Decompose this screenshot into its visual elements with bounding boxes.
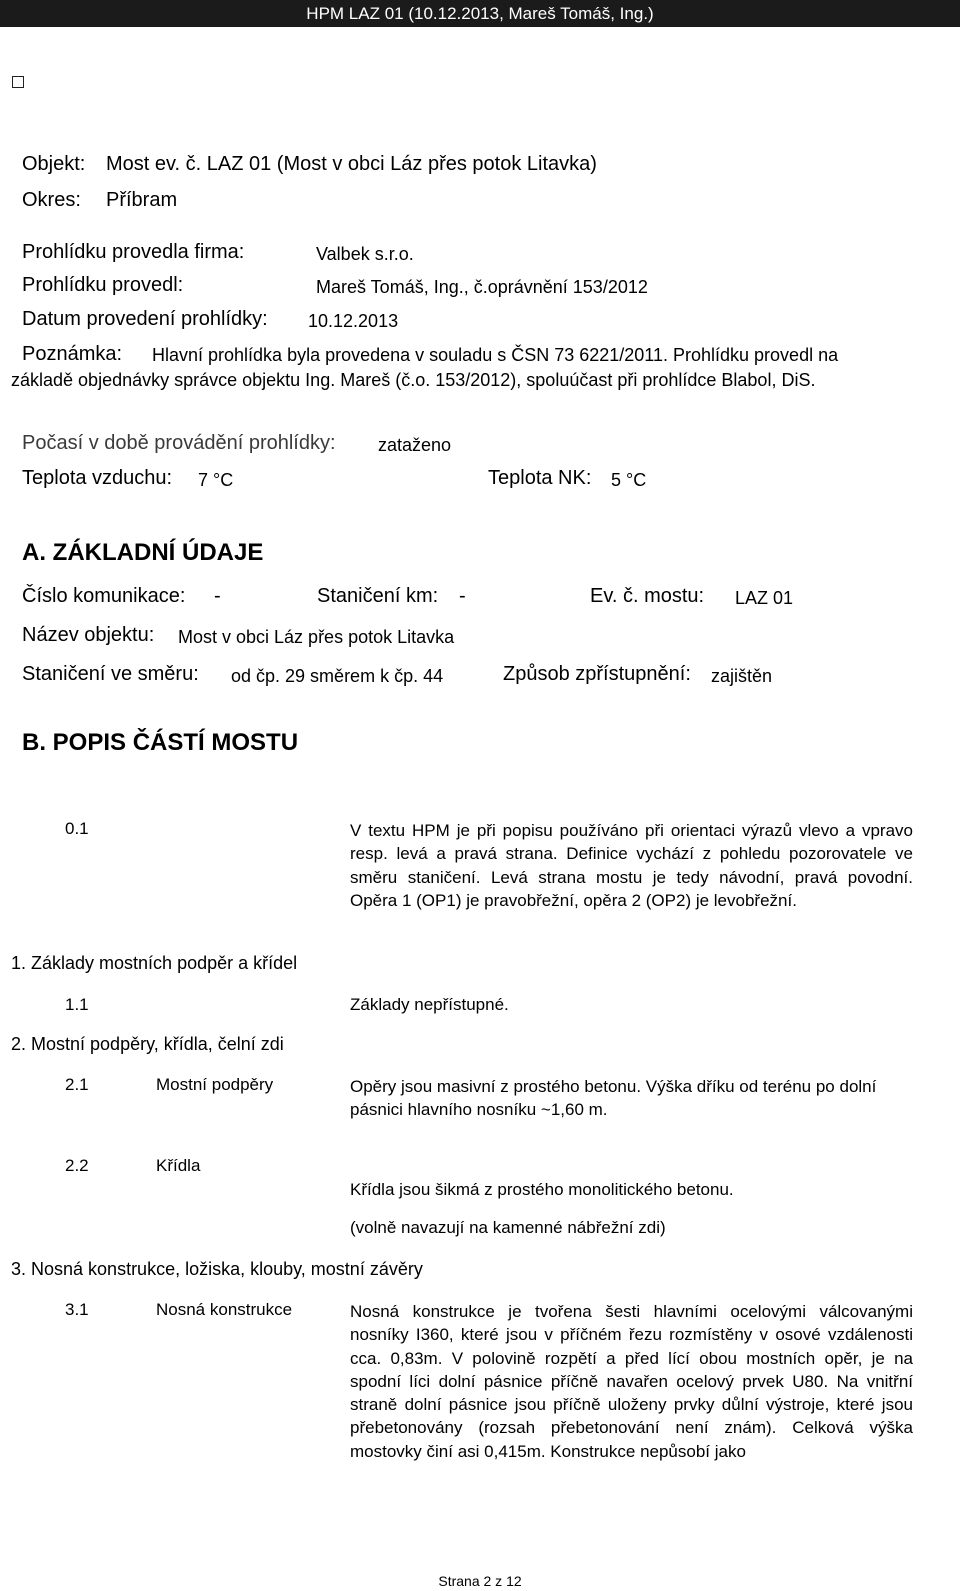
zpusob-label: Způsob zpřístupnění: [503, 663, 691, 685]
nazev-objektu-value: Most v obci Láz přes potok Litavka [178, 627, 455, 647]
teplota-nk-label: Teplota NK: [488, 467, 592, 489]
datum-value: 10.12.2013 [308, 311, 399, 331]
ev-cislo-value: LAZ 01 [735, 588, 794, 608]
item-3-1-text: Nosná konstrukce je tvořena šesti hlavními ocelovými válcovanými nosníky I360, které jsou v příčném řezu rozmístěny v osové vzdálenosti cca. 0,83m. V polovině rozpětí a před lící obou mostních opěr, je na spodní líci dolní pásnice příčně navařen ocelový prvek U80. Na vnitřní straně dolní pásnice jsou příčně uloženy prvky důlní výstroje, které jsou přebetonovány (rozsah přebetonování není znám). Celková výška mostovky činí asi 0,415m. Konstrukce nepůsobí jako [350, 1302, 913, 1461]
item-2-2-text1: Křídla jsou šikmá z prostého monolitického betonu. [350, 1180, 734, 1199]
heading-1: 1. Základy mostních podpěr a křídel [11, 953, 298, 973]
okres-label: Okres: [22, 189, 81, 211]
checkbox-glyph [12, 76, 24, 88]
objekt-value: Most ev. č. LAZ 01 (Most v obci Láz přes potok Litavka) [106, 153, 597, 175]
item-2-2-text2: (volně navazují na kamenné nábřežní zdi) [350, 1218, 666, 1237]
objekt-label: Objekt: [22, 153, 86, 175]
teplota-nk-value: 5 °C [611, 470, 647, 490]
okres-value: Příbram [106, 189, 178, 211]
firma-label: Prohlídku provedla firma: [22, 241, 245, 263]
item-2-1-text: Opěry jsou masivní z prostého betonu. Výška dříku od terénu po dolní pásnici hlavního nosníku ~1,60 m. [350, 1077, 877, 1120]
ev-cislo-label: Ev. č. mostu: [590, 585, 705, 607]
item-2-1-label: Mostní podpěry [156, 1075, 274, 1094]
page-number: Strana 2 z 12 [438, 1573, 522, 1589]
cislo-komunikace-value: - [214, 585, 221, 607]
poznamka-line1: Hlavní prohlídka byla provedena v souladu s ČSN 73 6221/2011. Prohlídku provedl na [152, 345, 839, 365]
nazev-objektu-label: Název objektu: [22, 624, 155, 646]
pocasi-label: Počasí v době provádění prohlídky: [22, 432, 336, 454]
poznamka-line2: základě objednávky správce objektu Ing. Mareš (č.o. 153/2012), spoluúčast při prohlídce Blabol, DiS. [11, 370, 816, 390]
item-3-1-num: 3.1 [65, 1300, 89, 1319]
section-a-title: A. ZÁKLADNÍ ÚDAJE [22, 539, 264, 566]
item-3-1-label: Nosná konstrukce [156, 1300, 293, 1319]
provedl-label: Prohlídku provedl: [22, 274, 184, 296]
section-b-title: B. POPIS ČÁSTÍ MOSTU [22, 729, 299, 756]
item-2-1-num: 2.1 [65, 1075, 89, 1094]
provedl-value: Mareš Tomáš, Ing., č.oprávnění 153/2012 [316, 277, 648, 297]
item-1-1-num: 1.1 [65, 995, 89, 1014]
item-1-1-text: Základy nepřístupné. [350, 995, 509, 1014]
staniceni-smer-value: od čp. 29 směrem k čp. 44 [231, 666, 444, 686]
heading-2: 2. Mostní podpěry, křídla, čelní zdi [11, 1034, 284, 1054]
staniceni-smer-label: Staničení ve směru: [22, 663, 199, 685]
staniceni-km-value: - [459, 585, 466, 607]
pocasi-value: zataženo [378, 435, 452, 455]
item-0-1-text: V textu HPM je při popisu používáno při orientaci výrazů vlevo a vpravo resp. levá a pravá strana. Definice vychází z pohledu pozorovatele ve směru staničení. Levá strana mostu je tedy návodní, pravá povodní. Opěra 1 (OP1) je pravobřežní, opěra 2 (OP2) je levobřežní. [350, 821, 913, 910]
page-header: HPM LAZ 01 (10.12.2013, Mareš Tomáš, Ing.) [0, 0, 960, 27]
poznamka-label: Poznámka: [22, 343, 123, 365]
datum-label: Datum provedení prohlídky: [22, 308, 268, 330]
heading-3: 3. Nosná konstrukce, ložiska, klouby, mostní závěry [11, 1259, 423, 1279]
item-0-1-num: 0.1 [65, 819, 89, 838]
cislo-komunikace-label: Číslo komunikace: [22, 585, 186, 607]
staniceni-km-label: Staničení km: [317, 585, 439, 607]
teplota-vzduchu-value: 7 °C [198, 470, 234, 490]
teplota-vzduchu-label: Teplota vzduchu: [22, 467, 173, 489]
zpusob-value: zajištěn [711, 666, 773, 686]
item-2-2-label: Křídla [156, 1156, 201, 1175]
item-2-2-num: 2.2 [65, 1156, 89, 1175]
firma-value: Valbek s.r.o. [316, 244, 414, 264]
